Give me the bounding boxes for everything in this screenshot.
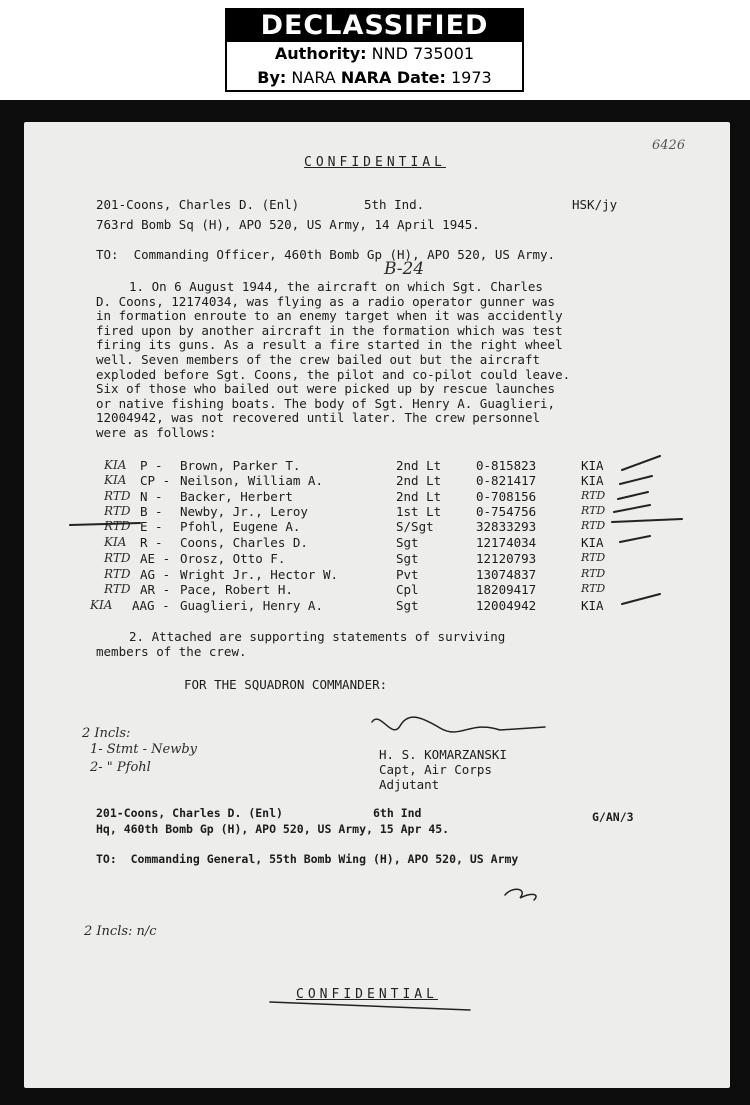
- crew-note: RTD: [581, 519, 606, 532]
- crew-code: KIA: [104, 473, 127, 487]
- handwritten-aircraft: B-24: [384, 259, 425, 279]
- for-squadron-commander: FOR THE SQUADRON COMMANDER:: [184, 677, 388, 692]
- crew-note: RTD: [581, 551, 606, 564]
- crew-serial: 12174034: [476, 535, 537, 550]
- crew-name: Guaglieri, Henry A.: [180, 598, 323, 613]
- header-to: TO: Commanding Officer, 460th Bomb Gp (H), APO 520, US Army.: [96, 247, 556, 262]
- hand-inclosure-1: 1- Stmt - Newby: [90, 742, 197, 757]
- crew-code: RTD: [104, 519, 131, 533]
- crew-status: KIA: [581, 458, 604, 473]
- crew-position: P -: [140, 458, 163, 473]
- classification-top: CONFIDENTIAL: [304, 155, 446, 170]
- p1-line: 12004942, was not recovered until later. The crew personnel: [96, 410, 541, 426]
- p1-line: were as follows:: [96, 424, 217, 440]
- stamp-authority-value: NND 735001: [371, 44, 475, 63]
- declassified-stamp: [225, 8, 524, 92]
- crew-rank: 2nd Lt: [396, 489, 442, 504]
- crew-rank: 2nd Lt: [396, 473, 442, 488]
- header-initials: HSK/jy: [572, 197, 618, 212]
- signature-role: Adjutant: [379, 777, 440, 792]
- crew-rank: Pvt: [396, 567, 419, 582]
- crew-code: KIA: [90, 598, 113, 612]
- hand-inclosure-2: 2- " Pfohl: [90, 760, 151, 775]
- crew-position: R -: [140, 535, 163, 550]
- crew-rank: 2nd Lt: [396, 458, 442, 473]
- crew-position: AE -: [140, 551, 171, 566]
- crew-position: B -: [140, 504, 163, 519]
- signature-title: Capt, Air Corps: [379, 762, 492, 777]
- crew-name: Wright Jr., Hector W.: [180, 567, 339, 582]
- crew-name: Orosz, Otto F.: [180, 551, 286, 566]
- crew-status: KIA: [581, 535, 604, 550]
- crew-code: KIA: [104, 535, 127, 549]
- crew-note: RTD: [581, 489, 606, 502]
- crew-rank: Sgt: [396, 551, 419, 566]
- crew-position: N -: [140, 489, 163, 504]
- p1-line: exploded before Sgt. Coons, the pilot and co-pilot could leave.: [96, 366, 571, 382]
- stamp-by-value: NARA: [291, 68, 336, 87]
- stamp-date-label: NARA Date:: [340, 68, 446, 87]
- crew-serial: 12004942: [476, 598, 537, 613]
- p1-line: firing its guns. As a result a fire started in the right wheel: [96, 337, 563, 353]
- p1-line: or native fishing boats. The body of Sgt. Henry A. Guaglieri,: [96, 395, 556, 411]
- hand-bottom-note: 2 Incls: n/c: [84, 924, 157, 939]
- crew-code: RTD: [104, 582, 131, 596]
- crew-code: RTD: [104, 567, 131, 581]
- crew-name: Pace, Robert H.: [180, 582, 293, 597]
- crew-serial: 0-708156: [476, 489, 537, 504]
- stamp-authority-label: Authority:: [274, 44, 367, 63]
- p1-line: in formation enroute to an enemy target when it was accidently: [96, 308, 563, 324]
- crew-rank: 1st Lt: [396, 504, 442, 519]
- crew-name: Coons, Charles D.: [180, 535, 308, 550]
- crew-status: KIA: [581, 598, 604, 613]
- p1-line: fired upon by another aircraft in the formation which was test: [96, 322, 563, 338]
- crew-serial: 32833293: [476, 519, 537, 534]
- crew-code: RTD: [104, 504, 131, 518]
- crew-serial: 12120793: [476, 551, 537, 566]
- crew-position: AAG -: [132, 598, 170, 613]
- crew-serial: 0-754756: [476, 504, 537, 519]
- stamp-date-value: 1973: [450, 68, 492, 87]
- stamp-by: [227, 66, 522, 90]
- crew-note: RTD: [581, 504, 606, 517]
- crew-serial: 18209417: [476, 582, 537, 597]
- ind6-to: TO: Commanding General, 55th Bomb Wing (H), APO 520, US Army: [96, 852, 519, 866]
- header-ref: 201-Coons, Charles D. (Enl): [96, 197, 300, 212]
- crew-code: RTD: [104, 551, 131, 565]
- paragraph-1: [96, 280, 656, 441]
- crew-position: AR -: [140, 582, 171, 597]
- page-number: 6426: [652, 138, 686, 153]
- crew-serial: 13074837: [476, 567, 537, 582]
- crew-name: Neilson, William A.: [180, 473, 323, 488]
- crew-serial: 0-815823: [476, 458, 537, 473]
- crew-note: RTD: [581, 567, 606, 580]
- p1-line: Six of those who bailed out were picked up by rescue launches: [96, 381, 556, 397]
- crew-name: Brown, Parker T.: [180, 458, 301, 473]
- crew-position: E -: [140, 519, 163, 534]
- crew-serial: 0-821417: [476, 473, 537, 488]
- crew-name: Newby, Jr., Leroy: [180, 504, 308, 519]
- paragraph-2: [96, 630, 656, 659]
- p1-line: well. Seven members of the crew bailed out but the aircraft: [96, 351, 541, 367]
- crew-rank: S/Sgt: [396, 519, 434, 534]
- document-page: [24, 122, 730, 1088]
- crew-position: AG -: [140, 567, 171, 582]
- p2-line: members of the crew.: [96, 643, 247, 659]
- p1-line: 1. On 6 August 1944, the aircraft on which Sgt. Charles: [129, 279, 543, 294]
- crew-rank: Cpl: [396, 582, 419, 597]
- ind6-ind: 6th Ind: [373, 806, 422, 820]
- p2-line: 2. Attached are supporting statements of surviving: [129, 629, 506, 644]
- crew-name: Pfohl, Eugene A.: [180, 519, 301, 534]
- stamp-authority: [227, 42, 522, 66]
- classification-bottom: CONFIDENTIAL: [296, 987, 438, 1002]
- stamp-heading: DECLASSIFIED: [227, 10, 522, 42]
- stamp-by-label: By:: [257, 68, 287, 87]
- ind6-unit: Hq, 460th Bomb Gp (H), APO 520, US Army, 15 Apr 45.: [96, 822, 450, 836]
- crew-note: RTD: [581, 582, 606, 595]
- signature-block: [379, 747, 507, 792]
- hand-inclosures-title: 2 Incls:: [82, 726, 131, 741]
- crew-code: KIA: [104, 458, 127, 472]
- signature-name: H. S. KOMARZANSKI: [379, 747, 507, 762]
- header-ind: 5th Ind.: [364, 197, 425, 212]
- ind6-initials: G/AN/3: [592, 810, 634, 824]
- crew-name: Backer, Herbert: [180, 489, 293, 504]
- ind6-ref: 201-Coons, Charles D. (Enl): [96, 806, 283, 820]
- crew-rank: Sgt: [396, 535, 419, 550]
- p1-line: D. Coons, 12174034, was flying as a radio operator gunner was: [96, 293, 556, 309]
- crew-position: CP -: [140, 473, 171, 488]
- crew-rank: Sgt: [396, 598, 419, 613]
- crew-code: RTD: [104, 489, 131, 503]
- header-unit: 763rd Bomb Sq (H), APO 520, US Army, 14 April 1945.: [96, 217, 480, 232]
- crew-status: KIA: [581, 473, 604, 488]
